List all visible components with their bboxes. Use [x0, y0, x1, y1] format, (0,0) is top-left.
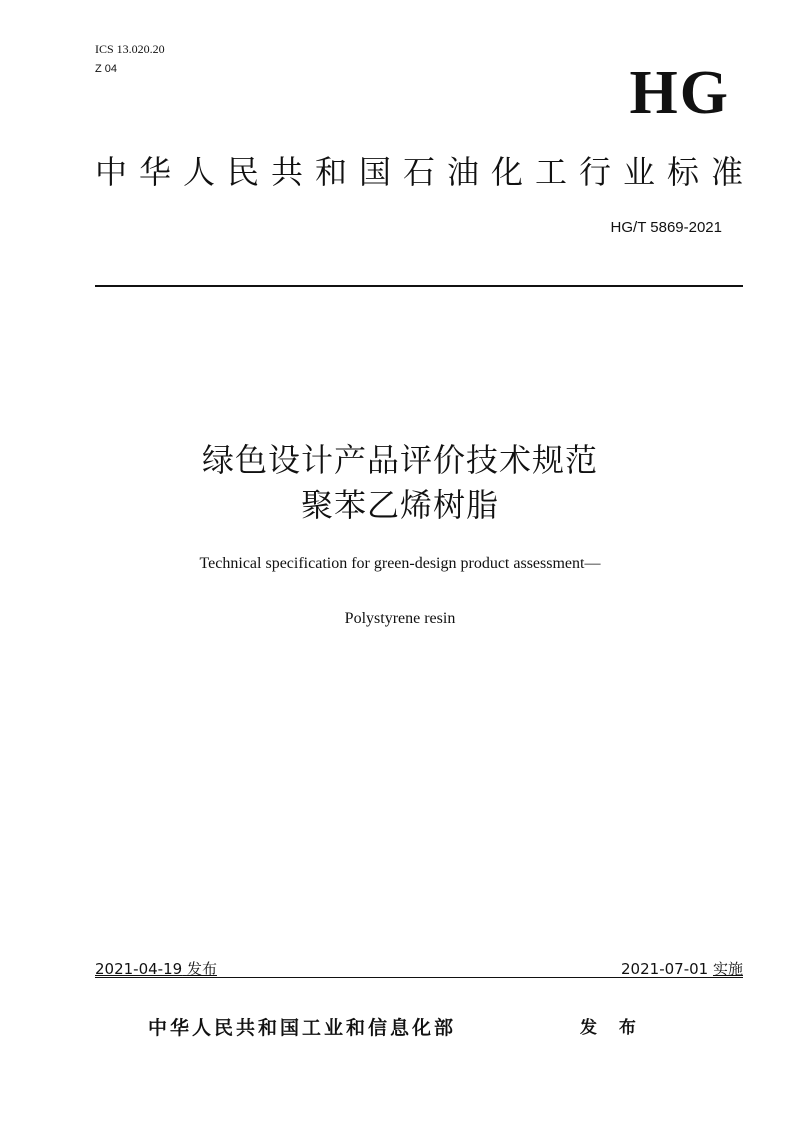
document-title: 绿色设计产品评价技术规范 [201, 441, 598, 479]
english-subtitle: Polystyrene resin [344, 610, 456, 627]
organization-title: 中华人民共和国石油化工行业标准 [95, 153, 756, 191]
english-title: Technical specification for green-design product assessment— [199, 555, 601, 572]
issuing-authority: 中华人民共和国工业和信息化部 [148, 1017, 457, 1039]
hg-logo: HG [629, 59, 730, 127]
effective-date-block [540, 958, 743, 979]
top-divider [95, 285, 743, 287]
publish-label: 发布 [186, 960, 217, 978]
ics-number: ICS 13.020.20 [95, 42, 165, 56]
effective-label: 实施 [712, 960, 743, 978]
issue-label: 发 布 [580, 1018, 644, 1038]
publish-date: 2021-04-19 [95, 960, 183, 978]
document-subtitle: 聚苯乙烯树脂 [300, 486, 499, 524]
bottom-divider [95, 977, 743, 978]
effective-date: 2021-07-01 [621, 960, 709, 978]
standard-code: HG/T 5869-2021 [610, 219, 722, 236]
publish-date-block [95, 958, 217, 979]
classification-code: Z 04 [95, 63, 118, 75]
